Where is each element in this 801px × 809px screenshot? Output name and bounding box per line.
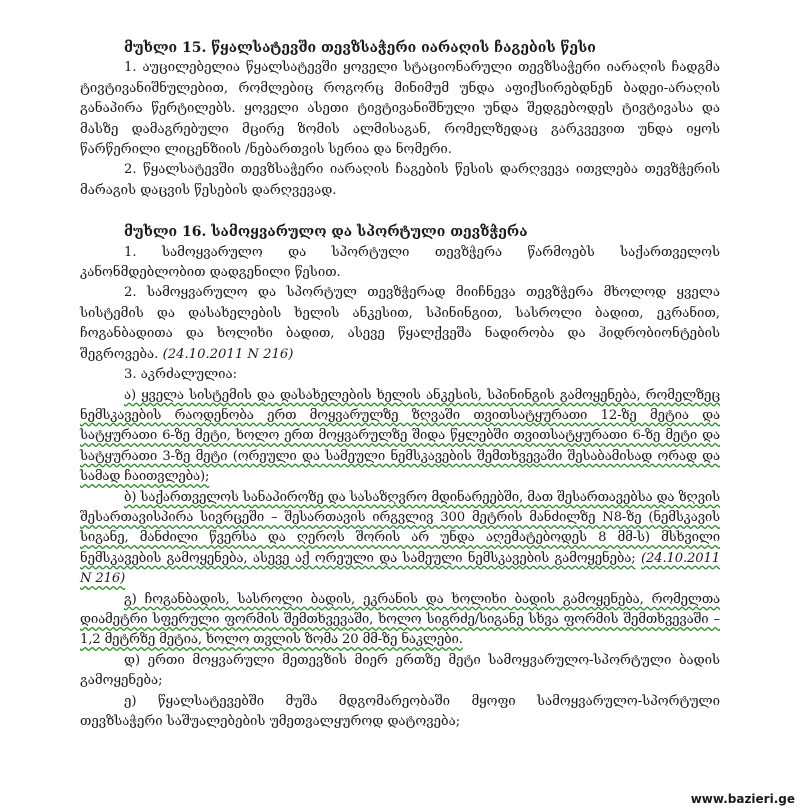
article-16-paragraph-1: 1. სამოყვარულო და სპორტული თევზჭერა წარმოებს საქართველოს კანონმდებლობით დადგენილი წესით.	[80, 244, 720, 281]
article-16-paragraph-2	[80, 283, 720, 365]
article-16-paragraph-3: 3. აკრძალულია:	[124, 367, 238, 383]
amendment-reference: (24.10.2011 N 216)	[162, 346, 294, 362]
subitem-b-text: ბ) საქართველოს სანაპიროზე და სასაზღვრო მდინარეებში, მათ შესართავებსა და ზღვის შესართავისპირა სივრცეში – შესართავის ირგვლივ 300 მეტრის მანძილზე N8-ზე (ნემსკავის სიგანე, მანძილი წვერსა და ღეროს შორის არ უნდა აღემატებოდეს 8 მმ-ს) მსხვილი ნემსკავების გამოყენება, ასევე აქ ორეული და სამეული ნემსკავების გამოყენება;	[80, 489, 720, 566]
subitem-g-text: გ) ჩოგანბადის, სასროლი ბადის, ეკრანის და ხოლიხი ბადის გამოყენება, რომელთა დიამეტრი სფერული ფორმის შემთხვევაში, ხოლო სიგრძე/სიგანე სხვა ფორმის შემთხვევაში – 1,2 მეტრზე მეტია, ხოლო თვლის ზომა 20 მმ-ზე ნაკლები.	[80, 591, 720, 648]
article-15-paragraph-1: 1. აუცილებელია წყალსატევში ყოველი სტაციონარული თევზსაჭერი იარაღის ჩადგმა ტივტივანიშნულებით, რომლებიც როგორც მინიმუმ უნდა აფიქსირებდნენ ბადეი-არაღის განაპირა წერტილებს. ყოველი ასეთი ტივტივანიშნული უნდა შედგებოდეს ტივტივასა და მასზე დამაგრებული მცირე ზომის ალმისაგან, რომელზედაც გარკვევით უნდა იყოს წარწერილი ლიცენზიის /ნებართვის სერია და ნომერი.	[80, 60, 720, 158]
subitem-b	[80, 488, 720, 590]
article-15-title: მუხლი 15. წყალსატევში თევზსაჭერი იარაღის ჩაგების წესი	[124, 40, 596, 56]
subitem-a-text: ა) ყველა სისტემის და დასახელების ხელის ანკესის, სპინინგის გამოყენება, რომელზეც ნემსკავების რაოდენობა ერთ მოყვარულზე ზღვაში თვითსატყურათი 12-ზე მეტია და სატყურათი 6-ზე მეტი, ხოლო ერთ მოყვარულზე შიდა წყლებში თვითსატყურათი 6-ზე მეტი და სატყურათი 3-ზე მეტი (ორეული და სამეული ნემსკავების შემთხვევაში შესაბამისად ორად და სამად ჩაითვლება);	[80, 387, 720, 485]
article-16-title: მუხლი 16. სამოყვარულო და სპორტული თევზჭერა	[124, 224, 528, 241]
subitem-b-reference: (24.10.2011 N 216)	[80, 550, 720, 587]
subitem-g	[80, 590, 720, 651]
site-watermark: www.bazieri.ge	[690, 792, 795, 806]
subitem-a	[80, 386, 720, 488]
article-15-paragraph-2: 2. წყალსატევში თევზსაჭერი იარაღის ჩაგების წესის დარღვევა ითვლება თევზჭერის მარაგის დაცვის წესების დარღვევად.	[80, 162, 720, 198]
subitem-d: დ) ერთი მოყვარული მეთევზის მიერ ერთზე მეტი სამოყვარულო-სპორტული ბადის გამოყენება;	[80, 652, 720, 689]
article-16-paragraph-2-text: 2. სამოყვარულო და სპორტულ თევზჭერად მიიჩნევა თევზჭერა მხოლოდ ყველა სისტემის და დასახელების ხელის ანკესით, სპინინგით, სასროლი ბადით, ეკრანით, ჩოგანბადითა და ხოლიხი ბადით, ასევე წყალქვეშა ნადირობა და ჰიდრობიონტების შეგროვება.	[80, 285, 720, 362]
subitem-e: ე) წყალსატევებში მუშა მდგომარეობაში მყოფი სამოყვარულო-სპორტული თევზსაჭერი საშუალებების უმეთვალყუროდ დატოვება;	[80, 693, 720, 729]
document-page	[80, 38, 720, 732]
